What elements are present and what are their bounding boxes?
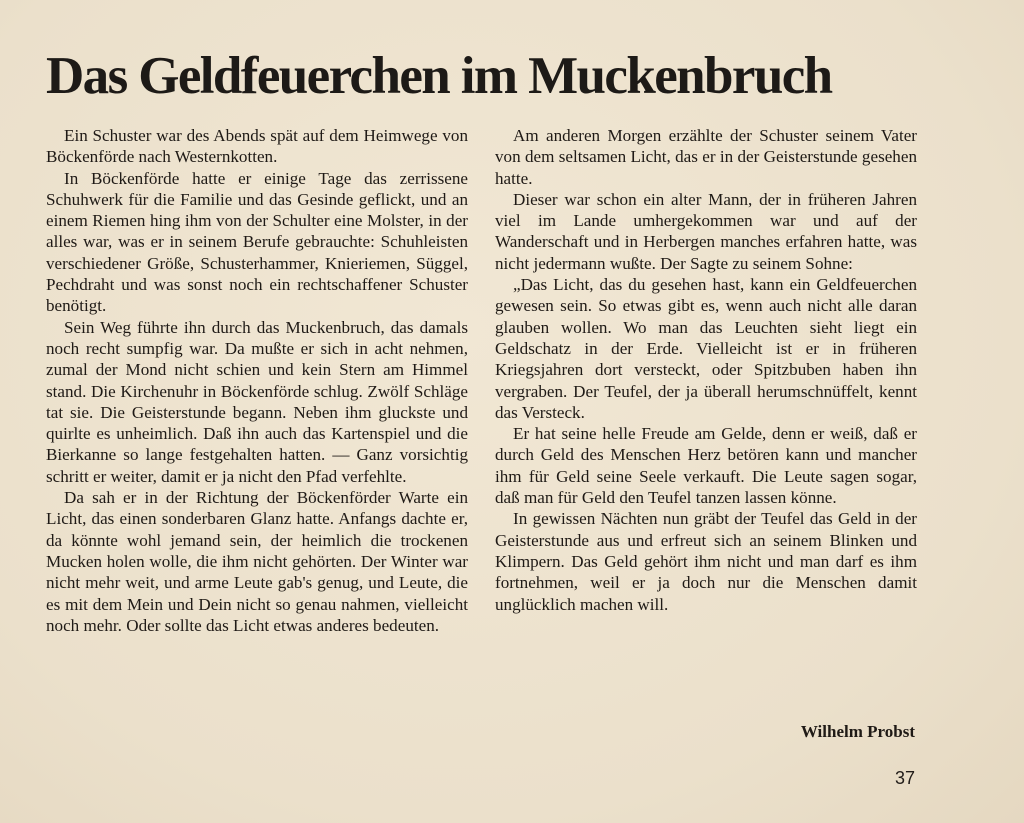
paragraph-5: Am anderen Morgen erzählte der Schuster seinem Vater von dem seltsamen Licht, das er in der Geisterstunde gesehen hatte. bbox=[495, 126, 917, 188]
paragraph-1: Ein Schuster war des Abends spät auf dem Heimwege von Böckenförde nach Westernkotten. bbox=[46, 126, 468, 167]
paragraph-2: In Böckenförde hatte er einige Tage das zerrissene Schuhwerk für die Familie und das Gesinde geflickt, und an einem Riemen hing ihm von der Schulter eine Molster, in der alles war, was er in seinem Berufe gebrauchte: Schuhleisten verschiedener Größe, Schusterhammer, Knieriemen, Süggel, Pechdraht und was sonst noch ein rechtschaffener Schuster benötigt. bbox=[46, 168, 468, 316]
paragraph-9: In gewissen Nächten nun gräbt der Teufel das Geld in der Geisterstunde aus und erfreut sich an seinem Blinken und Klimpern. Das Geld gehört ihm nicht und man darf es ihm fortnehmen, weil er ja doch nur die Menschen damit unglücklich machen will. bbox=[495, 509, 917, 614]
paragraph-8: Er hat seine helle Freude am Gelde, denn er weiß, daß er durch Geld des Menschen Herz betören kann und mancher ihm für Geld seine Seele verkauft. Die Leute sagen sogar, daß man für Geld den Teufel tanzen lassen könne. bbox=[495, 424, 917, 508]
left-column bbox=[46, 125, 468, 636]
article-title: Das Geldfeuerchen im Muckenbruch bbox=[46, 47, 832, 105]
paragraph-7: „Das Licht, das du gesehen hast, kann ein Geldfeuerchen gewesen sein. So etwas gibt es, wenn auch nicht alle daran glauben wollen. Wo man das Leuchten sieht liegt ein Geldschatz in der Erde. Vielleicht ist er in früheren Kriegsjahren dort versteckt, oder Spitzbuben haben ihn vergraben. Der Teufel, der ja überall herumschnüffelt, kennt das Versteck. bbox=[495, 275, 917, 422]
right-column bbox=[495, 125, 917, 615]
paragraph-6: Dieser war schon ein alter Mann, der in früheren Jahren viel im Lande umhergekommen war und auf der Wanderschaft und in Herbergen manches erfahren hatte, was nicht jedermann wußte. Der Sagte zu seinem Sohne: bbox=[495, 189, 917, 273]
paragraph-3: Sein Weg führte ihn durch das Muckenbruch, das damals noch recht sumpfig war. Da mußte er sich in acht nehmen, zumal der Mond nicht schien und kein Stern am Himmel stand. Die Kirchenuhr in Böckenförde schlug. Zwölf Schläge tat sie. Die Geisterstunde begann. Neben ihm gluckste und quirlte es unheimlich. Daß ihn auch das Kartenspiel und die Bierkanne so lange festgehalten hatten. — Ganz vorsichtig schritt er weiter, damit er ja nicht den Pfad verfehlte. bbox=[46, 317, 468, 486]
author-byline: Wilhelm Probst bbox=[800, 722, 915, 741]
paragraph-4: Da sah er in der Richtung der Böckenförder Warte ein Licht, das einen sonderbaren Glanz hatte. Anfangs dachte er, da könnte wohl jemand sein, der heimlich die trockenen Mucken holen wolle, die ihm nicht gehörten. Der Winter war nicht mehr weit, und arme Leute gab's genug, und Leute, die es mit dem Mein und Dein nicht so genau nahmen, vielleicht noch mehr. Oder sollte das Licht etwas anderes bedeuten. bbox=[46, 488, 468, 635]
page-number: 37 bbox=[894, 768, 915, 788]
